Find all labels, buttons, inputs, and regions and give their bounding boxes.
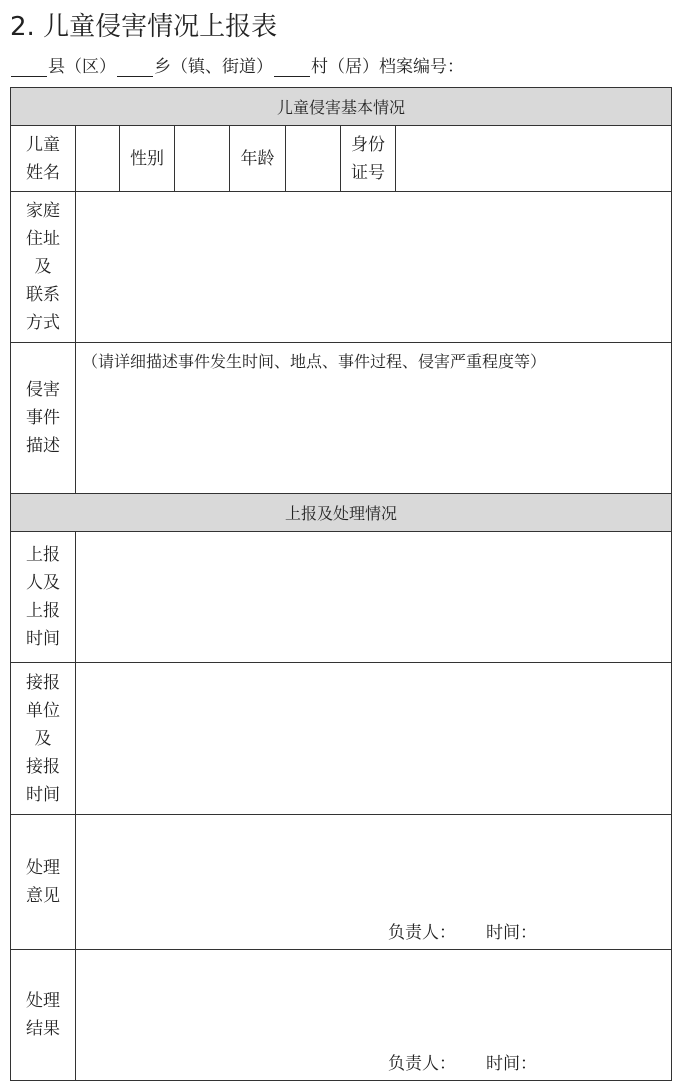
age-label: 年龄 — [230, 126, 286, 192]
receiver-label: 接报 单位 及 接报 时间 — [11, 663, 76, 815]
harm-description-field[interactable] — [76, 343, 672, 494]
child-name-label: 儿童 姓名 — [11, 126, 76, 192]
township-label: 乡（镇、街道） — [154, 57, 273, 77]
gender-field[interactable] — [175, 126, 230, 192]
result-time-label: 时间： — [486, 1054, 537, 1074]
result-field[interactable] — [76, 950, 672, 1081]
harm-description-note: （请详细描述事件发生时间、地点、事件过程、侵害严重程度等） — [82, 352, 547, 371]
section-basic-info: 儿童侵害基本情况 — [11, 88, 672, 126]
opinion-responsible-label: 负责人： — [388, 923, 456, 943]
opinion-field[interactable] — [76, 815, 672, 950]
county-blank[interactable] — [11, 58, 47, 77]
opinion-time-label: 时间： — [486, 923, 537, 943]
village-blank[interactable] — [274, 58, 310, 77]
location-line — [10, 52, 464, 77]
result-responsible-label: 负责人： — [388, 1054, 456, 1074]
result-label: 处理 结果 — [11, 950, 76, 1081]
gender-label: 性别 — [120, 126, 175, 192]
page-title: 2. 儿童侵害情况上报表 — [10, 12, 278, 42]
report-form — [10, 87, 672, 1081]
section-report-handling: 上报及处理情况 — [11, 494, 672, 532]
age-field[interactable] — [286, 126, 341, 192]
reporter-label: 上报 人及 上报 时间 — [11, 532, 76, 663]
opinion-signature — [388, 918, 537, 943]
child-name-field[interactable] — [76, 126, 120, 192]
address-label: 家庭 住址 及 联系 方式 — [11, 192, 76, 343]
harm-description-label: 侵害 事件 描述 — [11, 343, 76, 494]
township-blank[interactable] — [117, 58, 153, 77]
reporter-field[interactable] — [76, 532, 672, 663]
village-archive-label: 村（居）档案编号： — [311, 57, 464, 77]
result-signature — [388, 1049, 537, 1074]
id-number-field[interactable] — [396, 126, 672, 192]
county-label: 县（区） — [48, 57, 116, 77]
receiver-field[interactable] — [76, 663, 672, 815]
id-number-label: 身份 证号 — [341, 126, 396, 192]
opinion-label: 处理 意见 — [11, 815, 76, 950]
address-field[interactable] — [76, 192, 672, 343]
